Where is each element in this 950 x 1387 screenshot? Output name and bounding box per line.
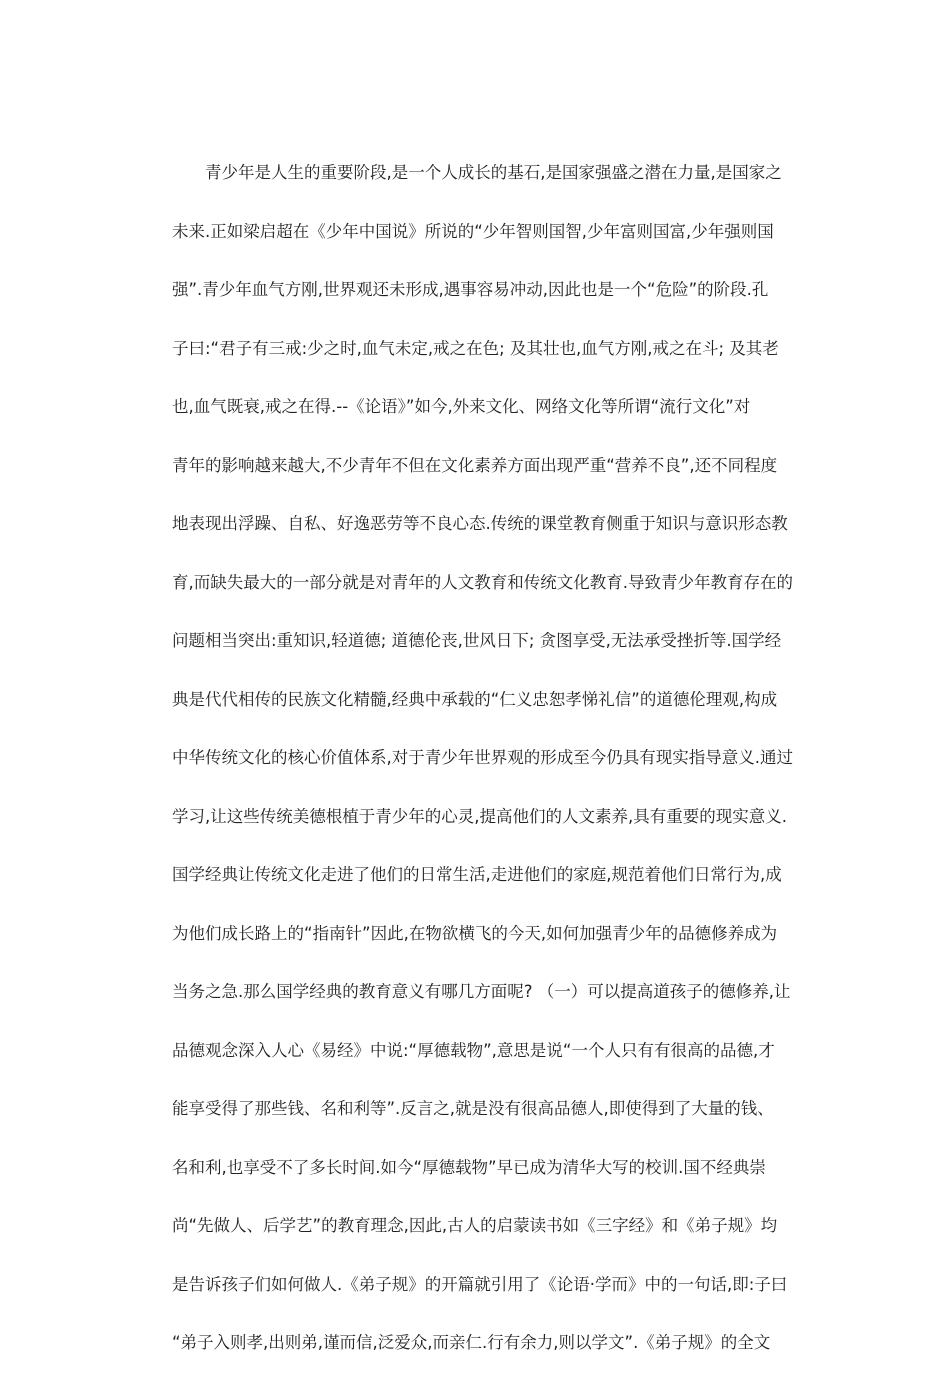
paragraph-line: 当务之急.那么国学经典的教育意义有哪几方面呢? （一）可以提高道孩子的德修养,让 [172, 982, 791, 1001]
paragraph-line: 未来.正如梁启超在《少年中国说》所说的“少年智则国智,少年富则国富,少年强则国 [172, 221, 774, 241]
paragraph-line: 青少年是人生的重要阶段,是一个人成长的基石,是国家强盛之潜在力量,是国家之 [205, 163, 782, 182]
paragraph-line: 问题相当突出:重知识,轻道德; 道德伦丧,世风日下; 贪图享受,无法承受挫折等.国学经 [172, 631, 782, 650]
paragraph-line: 地表现出浮躁、自私、好逸恶劳等不良心态.传统的课堂教育侧重于知识与意识形态教 [172, 514, 788, 533]
paragraph-line: 青年的影响越来越大,不少青年不但在文化素养方面出现严重“营养不良”,还不同程度 [172, 455, 778, 475]
paragraph-line: 育,而缺失最大的一部分就是对青年的人文教育和传统文化教育.导致青少年教育存在的 [172, 572, 793, 592]
paragraph-line: 尚“先做人、后学艺”的教育理念,因此,古人的启蒙读书如《三字经》和《弟子规》均 [172, 1216, 778, 1235]
paragraph-line: 中华传统文化的核心价值体系,对于青少年世界观的形成至今仍具有现实指导意义.通过 [172, 748, 793, 767]
paragraph-line: 国学经典让传统文化走进了他们的日常生活,走进他们的家庭,规范着他们日常行为,成 [172, 865, 782, 884]
paragraph-line: 能享受得了那些钱、名和利等”.反言之,就是没有很高品德人,即使得到了大量的钱、 [172, 1099, 774, 1118]
paragraph-line: 强”.青少年血气方刚,世界观还未形成,遇事容易冲动,因此也是一个“危险”的阶段.孔 [172, 280, 769, 299]
paragraph-line: 为他们成长路上的“指南针”因此,在物欲横飞的今天,如何加强青少年的品德修养成为 [172, 923, 778, 943]
paragraph-line: 典是代代相传的民族文化精髓,经典中承载的“仁义忠恕孝悌礼信”的道德伦理观,构成 [172, 689, 778, 709]
paragraph-line: 品德观念深入人心《易经》中说:“厚德载物”,意思是说“一个人只有有很高的品德,才 [172, 1040, 775, 1060]
paragraph-line: 名和利,也享受不了多长时间.如今“厚德载物”早已成为清华大写的校训.国不经典崇 [172, 1157, 766, 1177]
paragraph-line: 是告诉孩子们如何做人.《弟子规》的开篇就引用了《论语·学而》中的一句话,即:子曰 [172, 1274, 788, 1294]
paragraph-line: 子曰:“君子有三戒:少之时,血气未定,戒之在色; 及其壮也,血气方刚,戒之在斗; 及其老 [172, 338, 779, 358]
paragraph-line: “弟子入则孝,出则弟,谨而信,泛爱众,而亲仁.行有余力,则以学文”.《弟子规》的全文 [172, 1333, 771, 1352]
paragraph-line: 也,血气既衰,戒之在得.--《论语》”如今,外来文化、网络文化等所谓“流行文化”对 [172, 397, 751, 416]
body-paragraph [172, 158, 812, 1387]
paragraph-line: 学习,让这些传统美德根植于青少年的心灵,提高他们的人文素养,具有重要的现实意义. [172, 806, 787, 826]
